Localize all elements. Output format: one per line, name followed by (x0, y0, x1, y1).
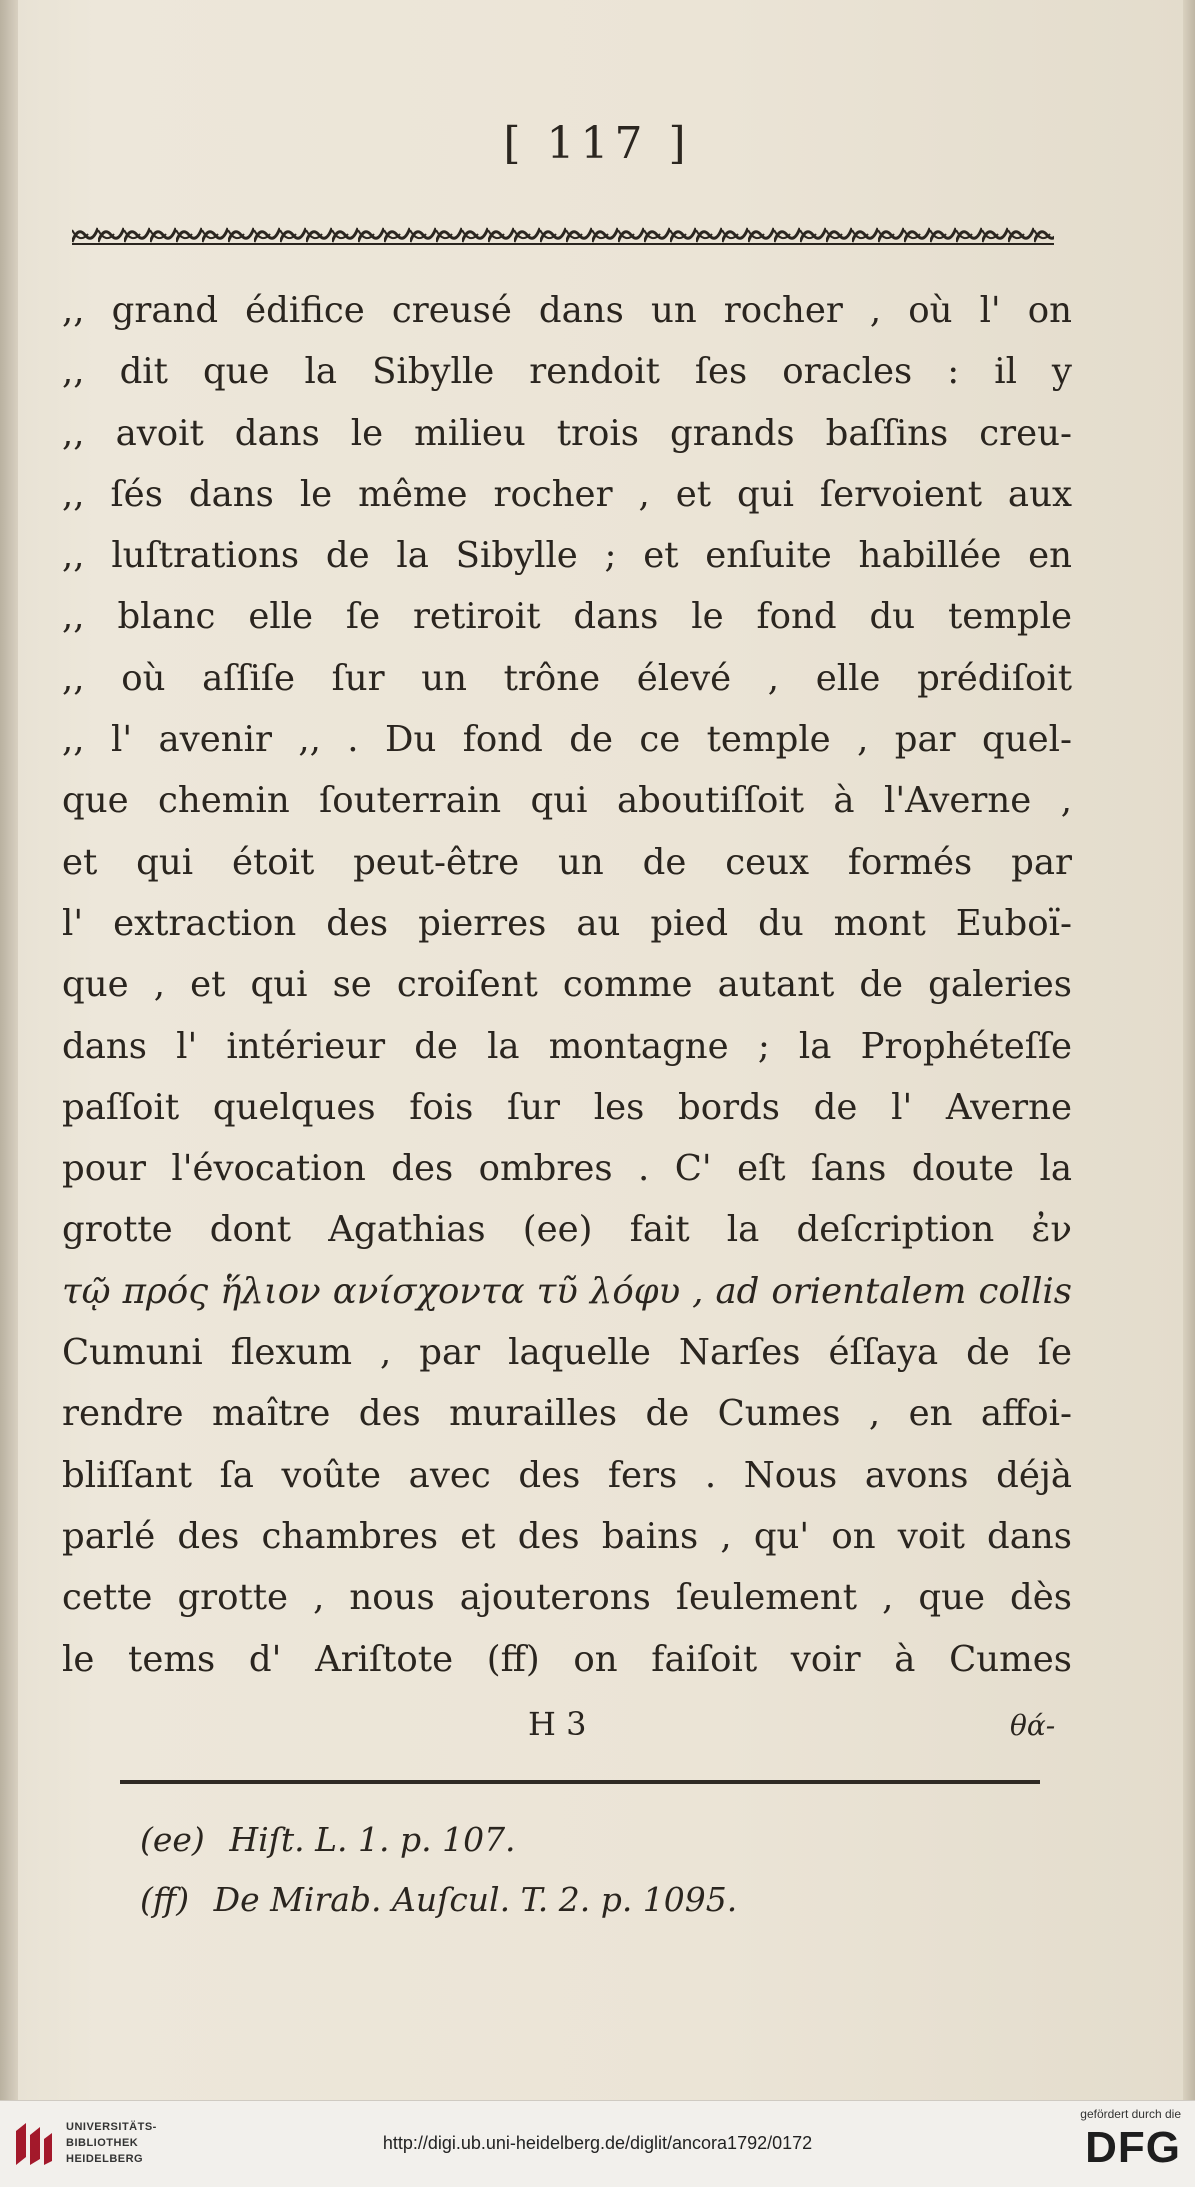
text-line: ,, avoit dans le milieu trois grands baſſins creu- (62, 412, 1072, 454)
text-line: dans l' intérieur de la montagne ; la Prophéteſſe (62, 1025, 1072, 1067)
dfg-logo: DFG (1085, 2123, 1181, 2172)
page-number: [ 117 ] (503, 118, 692, 169)
footnote-mark: (ee) (140, 1820, 205, 1859)
text-line: pour l'évocation des ombres . C' eſt ſans doute la (62, 1148, 1072, 1190)
text-line: le tems d' Ariſtote (ff) on faiſoit voir à Cumes (62, 1638, 1072, 1680)
signature-line (0, 1705, 1195, 1755)
text-line: paſſoit quelques fois ſur les bords de l' Averne (62, 1086, 1072, 1128)
text-line: rendre maître des murailles de Cumes , en affoi- (62, 1393, 1072, 1435)
text-line: ,, luſtrations de la Sibylle ; et enſuite habillée en (62, 535, 1072, 577)
text-line: Cumuni flexum , par laquelle Narſes éſſaya de ſe (62, 1332, 1072, 1374)
catchword: θά- (1010, 1709, 1056, 1742)
page-edge (1183, 0, 1195, 2100)
text-line: que , et qui se croiſent comme autant de galeries (62, 964, 1072, 1006)
signature-mark: H 3 (528, 1705, 587, 1743)
library-name: UNIVERSITÄTS- BIBLIOTHEK HEIDELBERG (66, 2121, 157, 2165)
body-text (62, 280, 1072, 1690)
funding-label: gefördert durch die (1080, 2107, 1181, 2121)
text-line: ,, ſés dans le même rocher , et qui ſervoient aux (62, 473, 1072, 515)
text-line: ,, grand édifice creusé dans un rocher , où l' on (62, 290, 1072, 331)
text-line: l' extraction des pierres au pied du mont Euboï- (62, 902, 1072, 944)
text-line: grotte dont Agathias (ee) fait la deſcription ἐν (62, 1209, 1072, 1251)
footnote-mark: (ff) (140, 1880, 190, 1919)
text-line: que chemin ſouterrain qui aboutiſſoit à l'Averne , (62, 780, 1072, 822)
text-line: parlé des chambres et des bains , qu' on voit dans (62, 1515, 1072, 1557)
footnote (140, 1870, 1040, 1930)
footnote (140, 1810, 1040, 1870)
text-line: ,, dit que la Sibylle rendoit ſes oracles : il y (62, 351, 1072, 393)
footnotes (140, 1810, 1040, 1930)
funding-credit (1021, 2107, 1181, 2173)
text-line: bliſſant ſa voûte avec des fers . Nous avons déjà (62, 1454, 1072, 1496)
header-ornament (72, 222, 1054, 248)
footnote-text: Hiſt. L. 1. p. 107. (229, 1820, 516, 1859)
text-line: τῷ πρός ἥλιον ανίσχοντα τῦ λόφυ , ad orientalem collis (62, 1270, 1072, 1312)
source-url-link[interactable]: http://digi.ub.uni-heidelberg.de/diglit/ancora1792/0172 (382, 2133, 813, 2153)
text-line: ,, l' avenir ,, . Du fond de ce temple , par quel- (62, 719, 1072, 761)
footnote-rule (120, 1780, 1040, 1784)
viewer-footer (0, 2100, 1195, 2187)
text-line: cette grotte , nous ajouterons ſeulement , que dès (62, 1577, 1072, 1619)
footnote-text: De Mirab. Auſcul. T. 2. p. 1095. (213, 1880, 738, 1919)
page-spine (0, 0, 18, 2100)
text-line: et qui étoit peut-être un de ceux formés par (62, 841, 1072, 883)
text-line: ,, où aſſiſe ſur un trône élevé , elle prédiſoit (62, 657, 1072, 699)
text-line: ,, blanc elle ſe retiroit dans le fond du temple (62, 596, 1072, 638)
